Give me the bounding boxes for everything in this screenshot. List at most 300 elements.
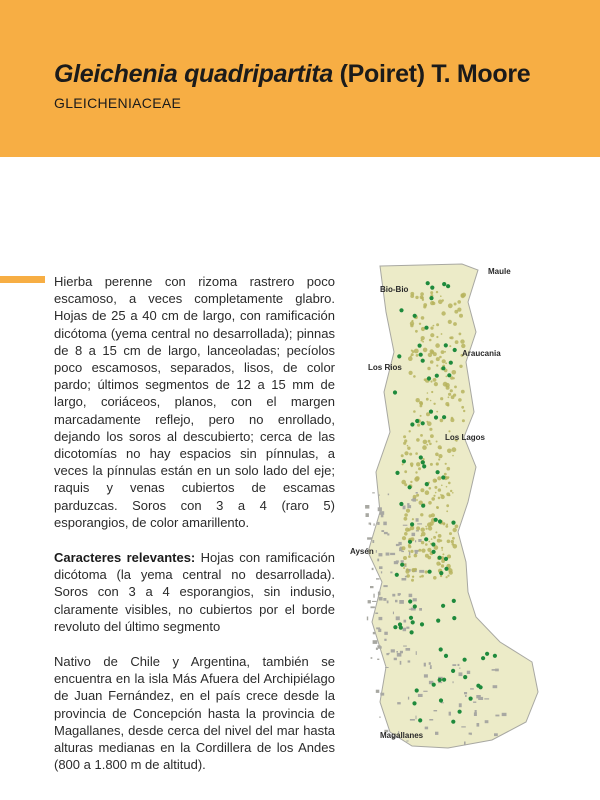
relevant-characters-text: Hojas con ramificación dicótoma (la yema central no desarrollada). Soros con 3 a 4 esporangios, sin indusio, claramente visibles, no cubiertos por el borde revoluto del último segmento xyxy=(54,550,335,634)
island-fragment xyxy=(495,669,499,672)
island-fragment xyxy=(467,671,470,674)
occurrence-point xyxy=(452,616,456,620)
vegetation-mark xyxy=(427,548,431,552)
island-fragment xyxy=(502,713,507,716)
island-fragment xyxy=(409,552,410,556)
island-fragment xyxy=(370,523,371,526)
vegetation-mark xyxy=(430,434,434,438)
vegetation-mark xyxy=(443,522,445,524)
island-fragment xyxy=(403,525,408,526)
vegetation-mark xyxy=(409,453,412,456)
island-fragment xyxy=(370,586,374,588)
vegetation-mark xyxy=(430,380,432,382)
occurrence-point xyxy=(458,710,462,714)
island-fragment xyxy=(392,594,395,597)
island-fragment xyxy=(418,539,421,542)
occurrence-point xyxy=(413,314,417,318)
island-fragment xyxy=(377,659,379,660)
vegetation-mark xyxy=(415,296,418,299)
occurrence-point xyxy=(441,366,445,370)
occurrence-point xyxy=(432,550,436,554)
vegetation-mark xyxy=(436,506,439,509)
vegetation-mark xyxy=(440,447,442,449)
vegetation-mark xyxy=(441,311,445,315)
occurrence-point xyxy=(463,658,467,662)
vegetation-mark xyxy=(440,494,442,496)
family-name: GLEICHENIACEAE xyxy=(54,95,182,111)
vegetation-mark xyxy=(459,314,463,318)
island-fragment xyxy=(477,723,480,727)
island-fragment xyxy=(408,697,409,700)
island-fragment xyxy=(372,601,376,602)
vegetation-mark xyxy=(436,441,438,443)
vegetation-mark xyxy=(404,564,406,566)
vegetation-mark xyxy=(421,541,424,544)
vegetation-mark xyxy=(425,570,428,573)
occurrence-point xyxy=(410,522,414,526)
island-fragment xyxy=(367,537,372,539)
vegetation-mark xyxy=(445,525,448,528)
island-fragment xyxy=(378,629,381,632)
vegetation-mark xyxy=(428,501,432,505)
vegetation-mark xyxy=(409,371,413,375)
region-label-araucania: Araucania xyxy=(462,349,501,358)
vegetation-mark xyxy=(455,525,459,529)
island-fragment xyxy=(449,712,451,716)
occurrence-point xyxy=(424,537,428,541)
island-fragment xyxy=(474,712,477,716)
region-label-aysen: Aysén xyxy=(350,547,374,556)
vegetation-mark xyxy=(430,301,434,305)
occurrence-point xyxy=(398,622,402,626)
vegetation-mark xyxy=(408,545,411,548)
vegetation-mark xyxy=(434,479,437,482)
occurrence-point xyxy=(439,647,443,651)
island-fragment xyxy=(425,727,428,730)
vegetation-mark xyxy=(404,470,407,473)
island-fragment xyxy=(388,494,389,496)
vegetation-mark xyxy=(445,402,449,406)
vegetation-mark xyxy=(453,544,458,549)
vegetation-mark xyxy=(421,316,425,320)
island-fragment xyxy=(378,592,381,596)
island-fragment xyxy=(402,578,407,581)
distribution-map-svg xyxy=(350,262,560,757)
vegetation-mark xyxy=(441,350,445,354)
occurrence-point xyxy=(415,688,419,692)
vegetation-mark xyxy=(425,543,428,546)
vegetation-mark xyxy=(418,467,421,470)
vegetation-mark xyxy=(416,438,420,442)
vegetation-mark xyxy=(431,497,435,501)
species-authority: (Poiret) T. Moore xyxy=(332,60,531,88)
vegetation-mark xyxy=(430,463,433,466)
vegetation-mark xyxy=(433,576,437,580)
vegetation-mark xyxy=(428,440,431,443)
island-fragment xyxy=(396,651,398,653)
island-fragment xyxy=(369,523,370,525)
occurrence-point xyxy=(418,344,422,348)
vegetation-mark xyxy=(445,463,447,465)
occurrence-point xyxy=(441,475,445,479)
occurrence-point xyxy=(481,656,485,660)
vegetation-mark xyxy=(431,538,433,540)
vegetation-mark xyxy=(461,390,465,394)
vegetation-mark xyxy=(445,362,447,364)
vegetation-mark xyxy=(422,445,427,450)
vegetation-mark xyxy=(416,499,418,501)
island-fragment xyxy=(408,660,411,662)
island-fragment xyxy=(391,649,395,652)
distribution-paragraph: Nativo de Chile y Argentina, también se encuentra en la isla Más Afuera del Archipiélago de Juan Fernández, en el país crece desde la provincia de Concepción hasta la provincia de Magallanes, desde cerca del nivel del mar hasta alturas medianas en la Cordillera de los Andes (800 a 1.800 m de altitud). xyxy=(54,654,335,773)
island-fragment xyxy=(383,585,387,587)
vegetation-mark xyxy=(450,336,453,339)
vegetation-mark xyxy=(458,398,462,402)
vegetation-mark xyxy=(420,405,423,408)
island-fragment xyxy=(419,608,422,611)
vegetation-mark xyxy=(417,424,420,427)
vegetation-mark xyxy=(421,575,424,578)
vegetation-mark xyxy=(436,562,440,566)
vegetation-mark xyxy=(408,356,413,361)
vegetation-mark xyxy=(420,415,422,417)
vegetation-mark xyxy=(452,492,454,494)
vegetation-mark xyxy=(438,454,442,458)
occurrence-point xyxy=(395,573,399,577)
vegetation-mark xyxy=(436,411,438,413)
vegetation-mark xyxy=(404,532,408,536)
vegetation-mark xyxy=(423,348,428,353)
vegetation-mark xyxy=(440,419,444,423)
occurrence-point xyxy=(442,415,446,419)
vegetation-mark xyxy=(416,526,420,530)
vegetation-mark xyxy=(451,417,454,420)
occurrence-point xyxy=(408,599,412,603)
vegetation-mark xyxy=(420,295,424,299)
vegetation-mark xyxy=(421,528,425,532)
vegetation-mark xyxy=(403,556,407,560)
vegetation-mark xyxy=(428,556,432,560)
vegetation-mark xyxy=(433,536,436,539)
island-fragment xyxy=(419,570,424,573)
species-title xyxy=(54,60,530,89)
vegetation-mark xyxy=(403,567,405,569)
occurrence-point xyxy=(447,373,451,377)
occurrence-point xyxy=(439,571,443,575)
island-fragment xyxy=(395,600,398,603)
vegetation-mark xyxy=(440,397,443,400)
island-fragment xyxy=(459,672,463,676)
vegetation-mark xyxy=(402,546,406,550)
occurrence-point xyxy=(463,675,467,679)
occurrence-point xyxy=(429,296,433,300)
vegetation-mark xyxy=(440,540,442,542)
island-fragment xyxy=(372,540,374,543)
vegetation-mark xyxy=(438,488,441,491)
island-fragment xyxy=(438,682,442,683)
vegetation-mark xyxy=(404,517,408,521)
vegetation-mark xyxy=(453,322,457,326)
vegetation-mark xyxy=(409,430,411,432)
occurrence-point xyxy=(413,604,417,608)
vegetation-mark xyxy=(436,323,439,326)
vegetation-mark xyxy=(454,386,457,389)
vegetation-mark xyxy=(433,325,435,327)
vegetation-mark xyxy=(447,575,449,577)
vegetation-mark xyxy=(420,434,423,437)
island-fragment xyxy=(396,544,399,546)
island-fragment xyxy=(376,690,380,693)
vegetation-mark xyxy=(436,464,438,466)
occurrence-point xyxy=(442,282,446,286)
vegetation-mark xyxy=(447,467,451,471)
island-fragment xyxy=(484,698,489,699)
vegetation-mark xyxy=(403,435,406,438)
vegetation-mark xyxy=(419,323,421,325)
header-band xyxy=(0,0,600,157)
vegetation-mark xyxy=(434,486,437,489)
vegetation-mark xyxy=(439,356,442,359)
vegetation-mark xyxy=(411,465,413,467)
vegetation-mark xyxy=(442,359,446,363)
occurrence-point xyxy=(418,718,422,722)
vegetation-mark xyxy=(453,528,457,532)
vegetation-mark xyxy=(430,333,434,337)
vegetation-mark xyxy=(438,497,441,500)
island-fragment xyxy=(435,732,438,735)
island-fragment xyxy=(470,688,474,689)
island-fragment xyxy=(410,719,415,721)
vegetation-mark xyxy=(448,396,450,398)
vegetation-mark xyxy=(413,410,416,413)
island-fragment xyxy=(383,598,386,601)
occurrence-point xyxy=(419,353,423,357)
vegetation-mark xyxy=(425,526,427,528)
vegetation-mark xyxy=(461,406,464,409)
island-fragment xyxy=(406,648,411,651)
vegetation-mark xyxy=(446,486,448,488)
vegetation-mark xyxy=(429,443,432,446)
island-fragment xyxy=(416,716,417,720)
occurrence-point xyxy=(452,599,456,603)
vegetation-mark xyxy=(449,532,452,535)
island-fragment xyxy=(397,653,402,657)
vegetation-mark xyxy=(430,291,433,294)
vegetation-mark xyxy=(450,490,452,492)
vegetation-mark xyxy=(401,454,404,457)
vegetation-mark xyxy=(426,444,428,446)
vegetation-mark xyxy=(436,357,440,361)
vegetation-mark xyxy=(453,394,456,397)
island-fragment xyxy=(409,594,413,597)
vegetation-mark xyxy=(420,488,424,492)
vegetation-mark xyxy=(413,375,416,378)
occurrence-point xyxy=(421,359,425,363)
vegetation-mark xyxy=(455,340,459,344)
vegetation-mark xyxy=(414,554,418,558)
island-fragment xyxy=(471,734,472,735)
island-fragment xyxy=(476,695,481,698)
island-fragment xyxy=(398,542,401,545)
vegetation-mark xyxy=(419,401,423,405)
occurrence-point xyxy=(435,374,439,378)
island-fragment xyxy=(416,651,417,655)
island-fragment xyxy=(373,640,378,644)
vegetation-mark xyxy=(452,370,457,375)
region-label-biobio: Bio-Bio xyxy=(380,285,409,294)
vegetation-mark xyxy=(441,485,443,487)
island-fragment xyxy=(423,691,427,692)
vegetation-mark xyxy=(462,419,465,422)
vegetation-mark xyxy=(428,526,432,530)
vegetation-mark xyxy=(441,549,443,551)
vegetation-mark xyxy=(415,330,418,333)
vegetation-mark xyxy=(446,376,448,378)
island-fragment xyxy=(416,518,419,522)
vegetation-mark xyxy=(440,295,442,297)
occurrence-point xyxy=(451,669,455,673)
occurrence-point xyxy=(449,361,453,365)
vegetation-mark xyxy=(420,513,423,516)
vegetation-mark xyxy=(416,462,420,466)
vegetation-mark xyxy=(436,291,438,293)
occurrence-point xyxy=(411,620,415,624)
island-fragment xyxy=(381,530,384,532)
vegetation-mark xyxy=(430,400,432,402)
island-fragment xyxy=(459,668,460,669)
island-fragment xyxy=(492,669,496,671)
island-fragment xyxy=(371,606,375,608)
island-fragment xyxy=(376,648,378,650)
vegetation-mark xyxy=(408,550,410,552)
vegetation-mark xyxy=(407,447,410,450)
vegetation-mark xyxy=(415,452,418,455)
island-fragment xyxy=(401,560,404,562)
island-fragment xyxy=(390,553,395,555)
vegetation-mark xyxy=(427,367,430,370)
vegetation-mark xyxy=(454,303,457,306)
occurrence-point xyxy=(453,348,457,352)
island-fragment xyxy=(376,550,377,553)
island-fragment xyxy=(387,601,389,604)
vegetation-mark xyxy=(453,377,455,379)
island-fragment xyxy=(399,600,404,604)
vegetation-mark xyxy=(447,449,452,454)
vegetation-mark xyxy=(414,349,419,354)
occurrence-point xyxy=(430,286,434,290)
island-fragment xyxy=(385,667,389,668)
island-fragment xyxy=(365,505,369,509)
island-fragment xyxy=(393,612,394,615)
vegetation-mark xyxy=(441,547,443,549)
vegetation-mark xyxy=(428,541,430,543)
vegetation-mark xyxy=(412,518,414,520)
vegetation-mark xyxy=(460,339,464,343)
occurrence-point xyxy=(419,455,423,459)
island-fragment xyxy=(413,598,417,601)
vegetation-mark xyxy=(411,579,414,582)
occurrence-point xyxy=(397,354,401,358)
island-fragment xyxy=(379,717,380,718)
vegetation-mark xyxy=(426,398,429,401)
species-description-block xyxy=(54,273,335,791)
species-name: Gleichenia quadripartita xyxy=(54,60,333,88)
occurrence-point xyxy=(408,540,412,544)
occurrence-point xyxy=(428,570,432,574)
island-fragment xyxy=(375,613,378,615)
island-fragment xyxy=(494,733,498,736)
vegetation-mark xyxy=(429,514,432,517)
island-fragment xyxy=(403,646,407,647)
island-fragment xyxy=(434,710,438,711)
vegetation-mark xyxy=(421,549,425,553)
vegetation-mark xyxy=(407,445,409,447)
island-fragment xyxy=(414,550,418,552)
island-fragment xyxy=(465,695,467,697)
occurrence-point xyxy=(434,518,438,522)
occurrence-point xyxy=(436,619,440,623)
vegetation-mark xyxy=(414,477,419,482)
occurrence-point xyxy=(400,563,404,567)
vegetation-mark xyxy=(448,482,451,485)
vegetation-mark xyxy=(420,292,424,296)
island-fragment xyxy=(367,617,368,621)
vegetation-mark xyxy=(437,476,441,480)
vegetation-mark xyxy=(425,490,430,495)
vegetation-mark xyxy=(405,570,409,574)
vegetation-mark xyxy=(438,534,442,538)
vegetation-mark xyxy=(448,393,451,396)
vegetation-mark xyxy=(415,471,417,473)
vegetation-mark xyxy=(433,378,437,382)
vegetation-mark xyxy=(410,321,414,325)
vegetation-mark xyxy=(416,494,419,497)
vegetation-mark xyxy=(446,510,448,512)
vegetation-mark xyxy=(442,299,444,301)
vegetation-mark xyxy=(442,553,444,555)
island-fragment xyxy=(384,639,386,641)
occurrence-point xyxy=(432,683,436,687)
occurrence-point xyxy=(431,542,435,546)
occurrence-point xyxy=(408,485,412,489)
occurrence-point xyxy=(451,521,455,525)
island-fragment xyxy=(377,559,379,562)
occurrence-point xyxy=(429,410,433,414)
island-fragment xyxy=(379,495,380,496)
distribution-map xyxy=(350,262,560,757)
island-fragment xyxy=(372,492,375,493)
occurrence-point xyxy=(438,678,442,682)
vegetation-mark xyxy=(446,576,448,578)
occurrence-point xyxy=(427,376,431,380)
region-label-losrios: Los Rios xyxy=(368,363,402,372)
region-label-magallanes: Magallanes xyxy=(380,731,424,740)
occurrence-point xyxy=(395,471,399,475)
vegetation-mark xyxy=(420,535,422,537)
vegetation-mark xyxy=(462,293,466,297)
island-fragment xyxy=(412,533,416,536)
occurrence-point xyxy=(393,390,397,394)
vegetation-mark xyxy=(421,339,423,341)
vegetation-mark xyxy=(433,495,435,497)
vegetation-mark xyxy=(461,344,465,348)
island-fragment xyxy=(424,663,426,667)
occurrence-point xyxy=(426,281,430,285)
occurrence-point xyxy=(446,284,450,288)
vegetation-mark xyxy=(402,536,406,540)
occurrence-point xyxy=(444,567,448,571)
vegetation-mark xyxy=(427,392,429,394)
